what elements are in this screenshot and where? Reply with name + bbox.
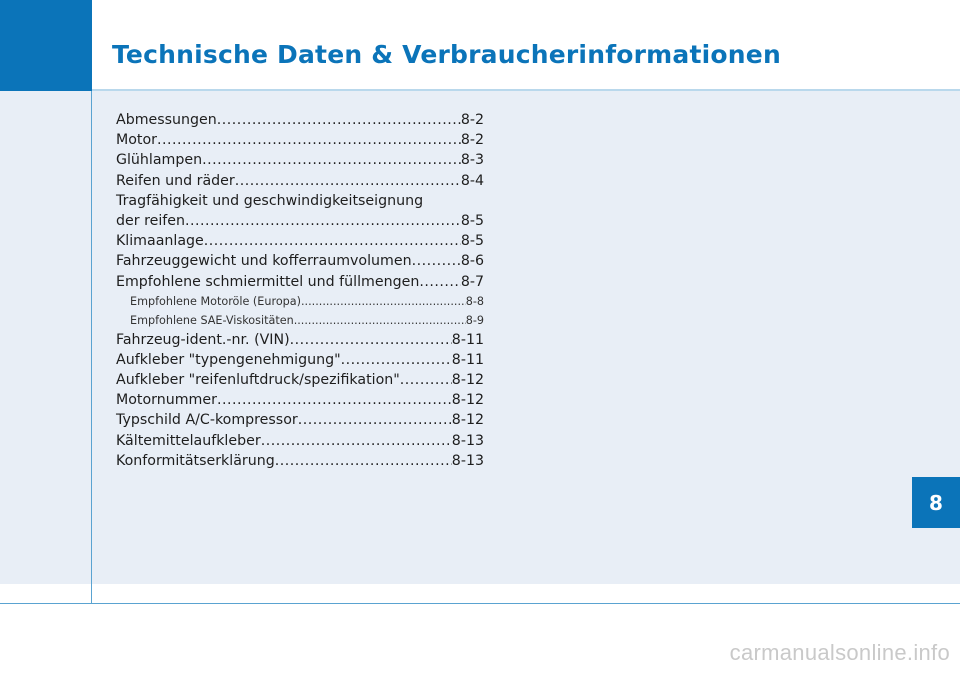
toc-entry-label-line1: Tragfähigkeit und geschwindigkeitseignung — [116, 192, 424, 209]
toc-entry-label: der reifen — [116, 212, 185, 229]
toc-leader-dots — [275, 451, 452, 471]
toc-leader-dots — [202, 150, 461, 170]
toc-entry-label: Konformitätserklärung — [116, 452, 275, 469]
toc-entry-label: Empfohlene schmiermittel und füllmengen — [116, 273, 420, 290]
toc-entry[interactable] — [116, 251, 484, 271]
toc-entry-label: Glühlampen — [116, 152, 203, 169]
toc-leader-dots — [235, 171, 461, 191]
toc-leader-dots — [298, 410, 452, 430]
chapter-number: 8 — [929, 490, 943, 515]
toc-leader-dots — [204, 231, 461, 251]
toc-entry-page: 8-12 — [451, 372, 484, 389]
toc-subentry-page: 8-8 — [465, 294, 484, 308]
corner-block — [0, 0, 92, 91]
toc-entry-page: 8-12 — [451, 392, 484, 409]
toc-entry-label: Motor — [116, 132, 157, 149]
toc-entry[interactable] — [116, 231, 484, 251]
toc-entry-page: 8-13 — [451, 452, 484, 469]
toc-entry-label: Fahrzeuggewicht und kofferraumvolumen — [116, 253, 412, 270]
bottom-rule — [0, 603, 960, 604]
toc-entry-page: 8-7 — [460, 273, 484, 290]
toc-entry[interactable] — [116, 150, 484, 170]
table-of-contents — [116, 110, 484, 471]
toc-leader-dots — [185, 211, 461, 231]
toc-entry[interactable] — [116, 330, 484, 350]
toc-entry-page: 8-2 — [460, 112, 484, 128]
toc-entry[interactable] — [116, 451, 484, 471]
toc-entry-page: 8-6 — [460, 253, 484, 270]
toc-entry-page: 8-3 — [460, 152, 484, 169]
toc-leader-dots — [157, 130, 461, 150]
toc-subentry-label: Empfohlene SAE-Viskositäten — [130, 313, 294, 327]
toc-leader-dots — [400, 370, 452, 390]
toc-subentry-page: 8-9 — [465, 313, 484, 327]
toc-entry[interactable] — [116, 390, 484, 410]
toc-entry-line1[interactable] — [116, 191, 484, 211]
toc-entry-page: 8-5 — [460, 212, 484, 229]
toc-leader-dots — [217, 110, 461, 130]
toc-leader-dots — [301, 292, 466, 311]
toc-entry-page: 8-11 — [451, 331, 484, 348]
toc-entry-label: Abmessungen — [116, 112, 217, 128]
toc-entry[interactable] — [116, 211, 484, 231]
toc-entry[interactable] — [116, 350, 484, 370]
toc-entry[interactable] — [116, 171, 484, 191]
toc-entry[interactable] — [116, 431, 484, 451]
toc-leader-dots — [341, 350, 452, 370]
toc-subentry[interactable] — [116, 311, 484, 330]
toc-entry-label: Typschild A/C-kompressor — [116, 412, 298, 429]
toc-entry-label: Aufkleber "typengenehmigung" — [116, 351, 341, 368]
toc-leader-dots — [294, 311, 466, 330]
toc-entry-page: 8-12 — [451, 412, 484, 429]
toc-entry-label: Motornummer — [116, 392, 217, 409]
toc-entry-page: 8-13 — [451, 432, 484, 449]
toc-leader-dots — [217, 390, 452, 410]
toc-leader-dots — [261, 431, 452, 451]
toc-entry[interactable] — [116, 370, 484, 390]
toc-entry[interactable] — [116, 110, 484, 130]
toc-leader-dots — [290, 330, 452, 350]
toc-entry[interactable] — [116, 272, 484, 292]
toc-entry-label: Kältemittelaufkleber — [116, 432, 261, 449]
toc-entry-page: 8-11 — [451, 351, 484, 368]
chapter-tab[interactable] — [912, 477, 960, 528]
toc-entry-label: Klimaanlage — [116, 233, 204, 250]
page-title: Technische Daten & Verbraucherinformationen — [112, 40, 781, 69]
title-underline — [92, 89, 960, 91]
toc-entry-page: 8-5 — [460, 233, 484, 250]
toc-leader-dots — [419, 272, 460, 292]
toc-entry[interactable] — [116, 130, 484, 150]
toc-entry-label: Fahrzeug-ident.-nr. (VIN) — [116, 331, 290, 348]
toc-leader-dots — [412, 251, 461, 271]
toc-entry[interactable] — [116, 410, 484, 430]
watermark: carmanualsonline.info — [729, 640, 950, 665]
toc-entry-page: 8-4 — [460, 172, 484, 189]
toc-entry-label: Aufkleber "reifenluftdruck/spezifikation" — [116, 372, 400, 389]
toc-subentry[interactable] — [116, 292, 484, 311]
toc-entry-label: Reifen und räder — [116, 172, 235, 189]
toc-entry-page: 8-2 — [460, 132, 484, 149]
toc-subentry-label: Empfohlene Motoröle (Europa) — [130, 294, 301, 308]
margin-rule — [91, 91, 92, 603]
